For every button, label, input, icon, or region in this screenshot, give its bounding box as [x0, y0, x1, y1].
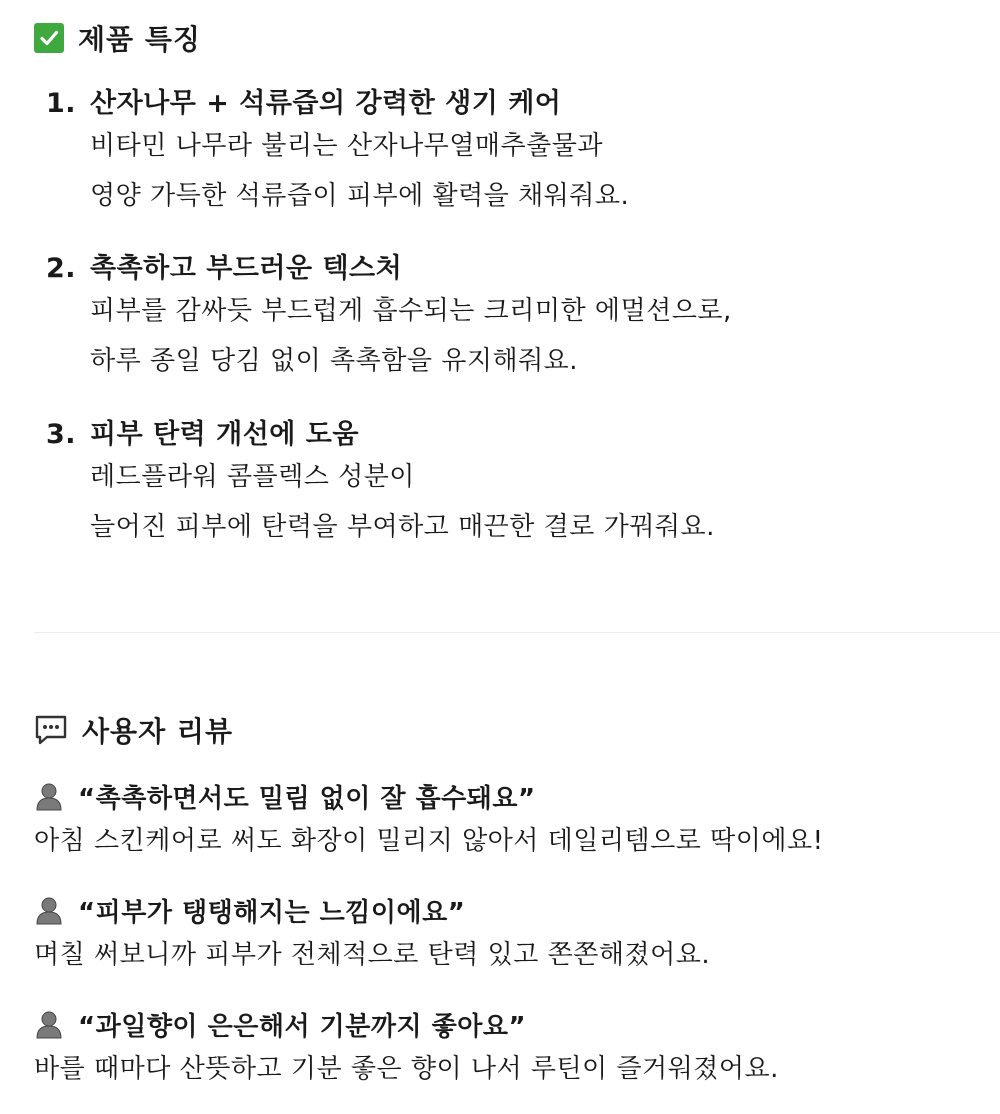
feature-description-line: 늘어진 피부에 탄력을 부여하고 매끈한 결로 가꿔줘요. [90, 512, 715, 542]
review-item-1 [34, 776, 994, 866]
review-title-row [34, 890, 994, 930]
feature-item-2 [46, 246, 986, 386]
review-item-2 [34, 890, 994, 980]
review-title: “촉촉하면서도 밀림 없이 잘 흡수돼요” [78, 783, 536, 814]
feature-title-row [46, 412, 986, 452]
features-title: 제품 특징 [78, 23, 201, 56]
review-body: 며칠 써보니까 피부가 전체적으로 탄력 있고 쫀쫀해졌어요. [34, 940, 711, 970]
feature-number: 2. [46, 253, 77, 284]
feature-description-line: 레드플라워 콤플렉스 성분이 [90, 462, 415, 492]
user-silhouette-icon [34, 895, 64, 925]
review-body: 아침 스킨케어로 써도 화장이 밀리지 않아서 데일리템으로 딱이에요! [34, 826, 824, 856]
feature-title-row [46, 81, 986, 121]
feature-description-line: 영양 가득한 석류즙이 피부에 활력을 채워줘요. [90, 181, 630, 211]
section-divider [34, 632, 1000, 633]
check-box-icon [34, 23, 64, 53]
review-body: 바를 때마다 산뜻하고 기분 좋은 향이 나서 루틴이 즐거워졌어요. [34, 1054, 779, 1084]
feature-number: 1. [46, 88, 77, 119]
review-title: “과일향이 은은해서 기분까지 좋아요” [78, 1011, 527, 1042]
review-title-row [34, 776, 994, 816]
feature-item-3 [46, 412, 986, 552]
feature-title: 촉촉하고 부드러운 텍스처 [90, 253, 403, 284]
review-title: “피부가 탱탱해지는 느낌이에요” [78, 897, 466, 928]
feature-title-row [46, 246, 986, 286]
feature-description-line: 피부를 감싸듯 부드럽게 흡수되는 크리미한 에멀션으로, [90, 296, 732, 326]
feature-description-line: 비타민 나무라 불리는 산자나무열매추출물과 [90, 131, 603, 161]
feature-title: 피부 탄력 개선에 도움 [90, 419, 359, 450]
user-silhouette-icon [34, 781, 64, 811]
reviews-header [34, 710, 233, 750]
features-header [34, 18, 201, 58]
feature-number: 3. [46, 419, 77, 450]
speech-bubble-icon [34, 714, 68, 746]
user-silhouette-icon [34, 1009, 64, 1039]
review-item-3 [34, 1004, 994, 1094]
reviews-title: 사용자 리뷰 [82, 715, 233, 748]
feature-item-1 [46, 81, 986, 221]
review-title-row [34, 1004, 994, 1044]
feature-title: 산자나무 + 석류즙의 강력한 생기 케어 [90, 88, 562, 119]
feature-description-line: 하루 종일 당김 없이 촉촉함을 유지해줘요. [90, 346, 579, 376]
